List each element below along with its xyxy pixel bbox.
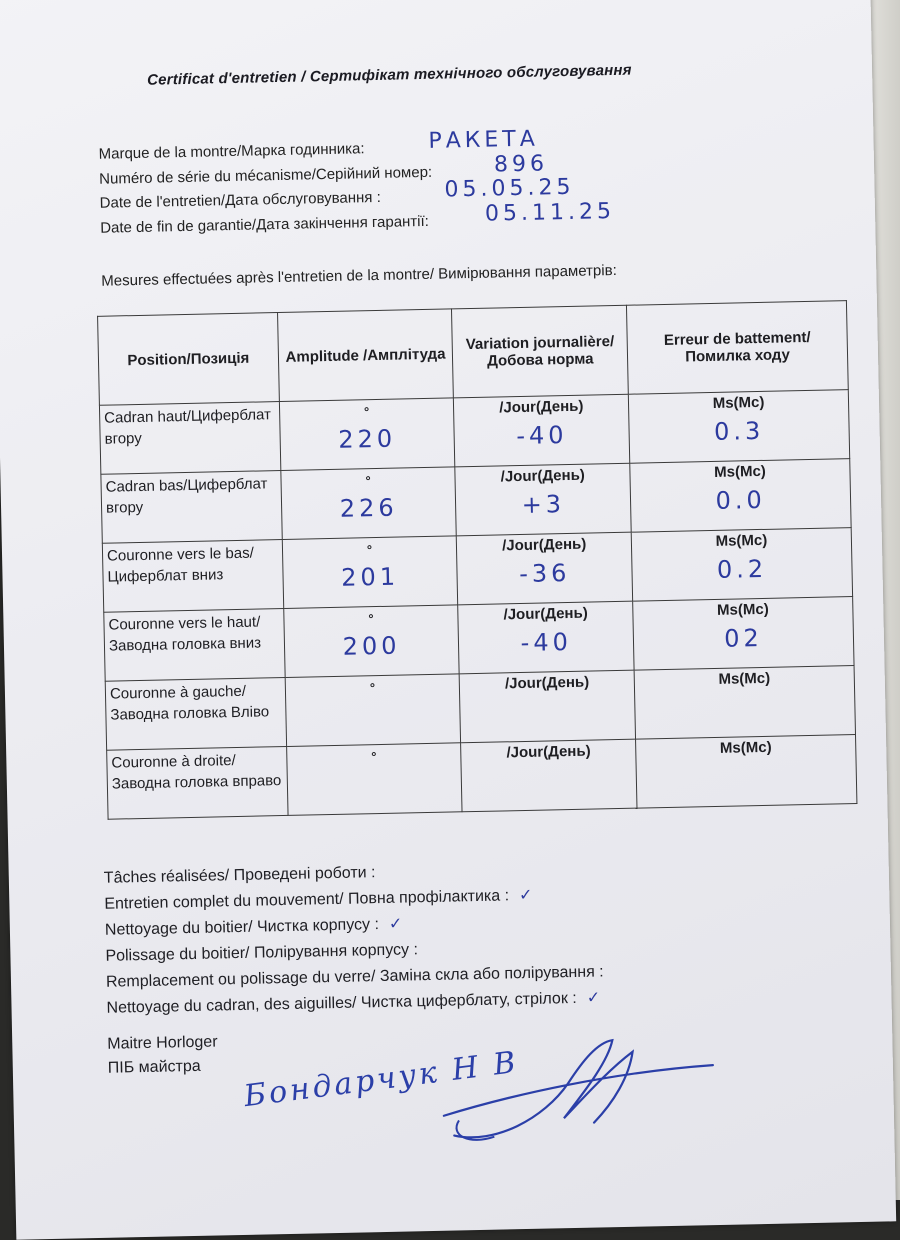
amplitude-value: 220: [284, 423, 450, 454]
error-value: 02: [638, 622, 849, 654]
service-date-label: Date de l'entretien/Дата обслуговування :: [100, 189, 381, 212]
error-unit: Ms(Mc): [718, 670, 770, 688]
measures-label: Mesures effectuées après l'entretien de la montre/ Вимірювання параметрів:: [101, 262, 617, 290]
variation-unit: /Jour(День): [501, 467, 585, 486]
amplitude-value: [290, 699, 456, 702]
position-label: Couronne vers le haut/Заводна головка вниз: [108, 613, 261, 654]
variation-unit: /Jour(День): [499, 398, 583, 417]
check-mark-icon: ✓: [587, 989, 601, 1006]
measurements-table: [97, 300, 857, 820]
variation-cell: [455, 463, 631, 536]
variation-unit: /Jour(День): [506, 743, 590, 762]
amplitude-cell: [286, 743, 462, 816]
brand-label: Marque de la montre/Марка годинника:: [98, 140, 364, 163]
position-label: Couronne à gauche/ Заводна головка Вліво: [110, 683, 270, 724]
amplitude-cell: [283, 605, 459, 678]
master-label-ua: ПІБ майстра: [108, 1054, 219, 1080]
check-mark-icon: ✓: [519, 887, 533, 904]
variation-value: [466, 765, 632, 768]
error-cell: [636, 735, 857, 809]
amplitude-value: 226: [286, 492, 452, 523]
degree-symbol: °: [291, 747, 457, 765]
error-unit: Ms(Mc): [714, 463, 766, 481]
variation-cell: [454, 394, 630, 467]
watch-info: [98, 136, 433, 241]
brand-value: РАКЕТА: [428, 128, 539, 155]
error-unit: Ms(Mc): [713, 394, 765, 412]
header-error: Erreur de battement/Помилка ходу: [627, 301, 849, 395]
signature-scribble: [432, 1020, 735, 1156]
amplitude-cell: [282, 536, 458, 609]
tasks-heading: Tâches réalisées/ Проведені роботи :: [104, 855, 612, 892]
variation-value: +3: [460, 489, 626, 520]
variation-cell: [460, 670, 636, 743]
variation-value: [465, 696, 631, 699]
error-value: 0.2: [636, 553, 847, 585]
master-signature-name: Бондарчук Н В: [242, 1045, 520, 1114]
error-unit: Ms(Mc): [715, 532, 767, 550]
degree-symbol: °: [284, 402, 450, 420]
amplitude-value: [291, 768, 457, 771]
error-value: 0.0: [635, 484, 846, 516]
error-value: [639, 691, 850, 695]
master-label-fr: Maitre Horloger: [107, 1030, 218, 1056]
degree-symbol: °: [285, 471, 451, 489]
position-label: Couronne vers le bas/Циферблат вниз: [107, 545, 254, 586]
error-unit: Ms(Mc): [717, 601, 769, 619]
tasks-section: [104, 855, 615, 1022]
error-cell: [628, 390, 849, 464]
page-title: Certificat d'entretien / Сертифікат технічного обслуговування: [147, 62, 632, 89]
master-section: [107, 1030, 218, 1080]
serial-value: 896: [494, 152, 549, 178]
warranty-label: Date de fin de garantie/Дата закінчення гарантії:: [100, 212, 429, 236]
error-cell: [634, 666, 855, 740]
variation-cell: [458, 601, 634, 674]
amplitude-cell: [281, 467, 457, 540]
degree-symbol: °: [289, 678, 455, 696]
error-cell: [630, 459, 851, 533]
error-value: [641, 760, 852, 764]
task-label: Nettoyage du boitier/ Чистка корпусу :: [105, 916, 379, 939]
degree-symbol: °: [288, 609, 454, 627]
task-label: Nettoyage du cadran, des aiguilles/ Чистка циферблату, стрілок :: [106, 990, 577, 1017]
position-cell: [101, 471, 282, 544]
variation-unit: /Jour(День): [503, 605, 587, 624]
task-label: Entretien complet du mouvement/ Повна профілактика :: [104, 887, 509, 912]
error-cell: [633, 597, 854, 671]
variation-value: -40: [459, 420, 625, 451]
serial-label: Numéro de série du mécanisme/Серійний номер:: [99, 163, 432, 187]
position-cell: [99, 402, 280, 475]
task-label: Remplacement ou polissage du verre/ Заміна скла або полірування :: [106, 963, 604, 990]
table-header-row: [98, 301, 849, 406]
position-label: Cadran bas/Циферблат вгору: [105, 475, 267, 516]
amplitude-cell: [285, 674, 461, 747]
position-cell: [102, 540, 283, 613]
variation-value: -36: [462, 558, 628, 589]
degree-symbol: °: [287, 540, 453, 558]
variation-unit: /Jour(День): [505, 674, 589, 693]
warranty-value: 05.11.25: [485, 199, 615, 226]
task-label: Polissage du boitier/ Полірування корпусу :: [105, 941, 418, 965]
position-cell: [107, 746, 288, 819]
error-cell: [631, 528, 852, 602]
position-label: Cadran haut/Циферблат вгору: [104, 406, 271, 447]
position-cell: [104, 608, 285, 681]
variation-cell: [457, 532, 633, 605]
amplitude-cell: [279, 398, 455, 471]
check-mark-icon: ✓: [389, 916, 403, 933]
variation-unit: /Jour(День): [502, 536, 586, 555]
amplitude-value: 201: [287, 561, 453, 592]
service-date-value: 05.05.25: [444, 176, 574, 203]
header-position: Position/Позиція: [98, 313, 280, 406]
error-value: 0.3: [633, 415, 844, 447]
variation-cell: [461, 739, 637, 812]
position-cell: [105, 677, 286, 750]
position-label: Couronne à droite/Заводна головка вправо: [111, 752, 281, 793]
header-amplitude: Amplitude /Амплітуда: [277, 309, 454, 402]
header-variation: Variation journalière/Добова норма: [452, 305, 629, 398]
error-unit: Ms(Mc): [720, 739, 772, 757]
amplitude-value: 200: [288, 630, 454, 661]
variation-value: -40: [463, 627, 629, 658]
table-row: [107, 735, 857, 820]
